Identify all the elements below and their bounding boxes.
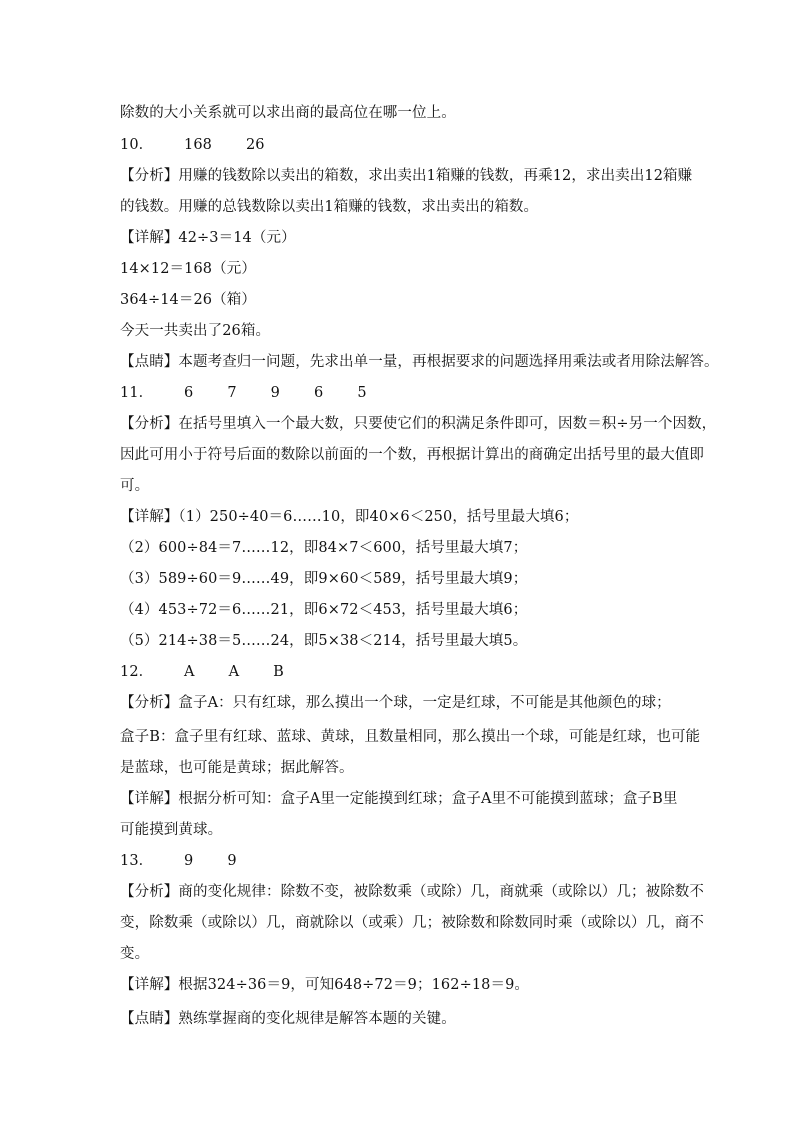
text-line: 是蓝球，也可能是黄球；据此解答。 [120,760,354,776]
answer-value: 7 [227,385,237,401]
text-line: （3）589÷60＝9……49，即9×60＜589，括号里最大填9； [120,571,528,587]
question-number: 10． [120,137,154,153]
text-line: （4）453÷72＝6……21，即6×72＜453，括号里最大填6； [120,602,528,618]
text-line: 【点睛】熟练掌握商的变化规律是解答本题的关键。 [120,1011,456,1027]
text-line: 【详解】根据324÷36＝9，可知648÷72＝9；162÷18＝9。 [120,977,530,993]
answer-value: B [273,664,284,680]
answer-value: 168 [184,137,212,153]
answer-row-13 [120,851,271,871]
answer-value: 9 [227,853,237,869]
text-line: 的钱数。用赚的总钱数除以卖出1箱赚的钱数，求出卖出的箱数。 [120,199,539,215]
text-line: 【分析】在括号里填入一个最大数，只要使它们的积满足条件即可，因数＝积÷另一个因数， [120,416,717,432]
text-line: 可。 [120,478,150,494]
text-line: 【分析】商的变化规律：除数不变，被除数乘（或除）几，商就乘（或除以）几；被除数不 [120,884,704,900]
text-line: （5）214÷38＝5……24，即5×38＜214，括号里最大填5。 [120,633,528,649]
answer-value: 5 [357,385,367,401]
text-line: 14×12＝168（元） [120,261,256,277]
answer-value: 6 [184,385,194,401]
question-number: 13． [120,853,154,869]
answer-value: A [228,664,240,680]
answer-row-12 [120,662,318,682]
answer-row-11 [120,383,401,403]
text-line: 【分析】盒子A：只有红球，那么摸出一个球，一定是红球，不可能是其他颜色的球； [120,695,671,711]
text-line: 因此可用小于符号后面的数除以前面的一个数，再根据计算出的商确定出括号里的最大值即 [120,447,704,463]
text-line: 变。 [120,946,150,962]
text-line: 364÷14＝26（箱） [120,292,256,308]
answer-value: 6 [313,385,324,401]
answer-row-10 [120,135,299,155]
text-line: （2）600÷84＝7……12，即84×7＜600，括号里最大填7； [120,540,528,556]
text-line: 盒子B：盒子里有红球、蓝球、黄球，且数量相同，那么摸出一个球，可能是红球，也可能 [120,729,701,745]
answer-value: 9 [270,385,280,401]
answer-value: 9 [184,853,194,869]
text-line: 【详解】（1）250÷40＝6……10，即40×6＜250，括号里最大填6； [120,509,579,525]
answer-value: A [184,664,195,680]
text-line: 【详解】42÷3＝14（元） [120,230,296,246]
text-line: 【点睛】本题考查归一问题，先求出单一量，再根据要求的问题选择用乘法或者用除法解答。 [120,354,719,370]
question-number: 11． [120,385,154,401]
text-line: 【分析】用赚的钱数除以卖出的箱数，求出卖出1箱赚的钱数，再乘12，求出卖出12箱赚 [120,168,693,184]
question-number: 12． [120,664,154,680]
text-line: 可能摸到黄球。 [120,822,223,838]
text-line: 【详解】根据分析可知：盒子A里一定能摸到红球；盒子A里不可能摸到蓝球；盒子B里 [120,791,678,807]
text-line: 今天一共卖出了26箱。 [120,323,271,339]
text-line: 变，除数乘（或除以）几，商就除以（或乘）几；被除数和除数同时乘（或除以）几，商不 [120,915,704,931]
text-line: 除数的大小关系就可以求出商的最高位在哪一位上。 [120,105,456,121]
answer-value: 26 [245,137,265,153]
